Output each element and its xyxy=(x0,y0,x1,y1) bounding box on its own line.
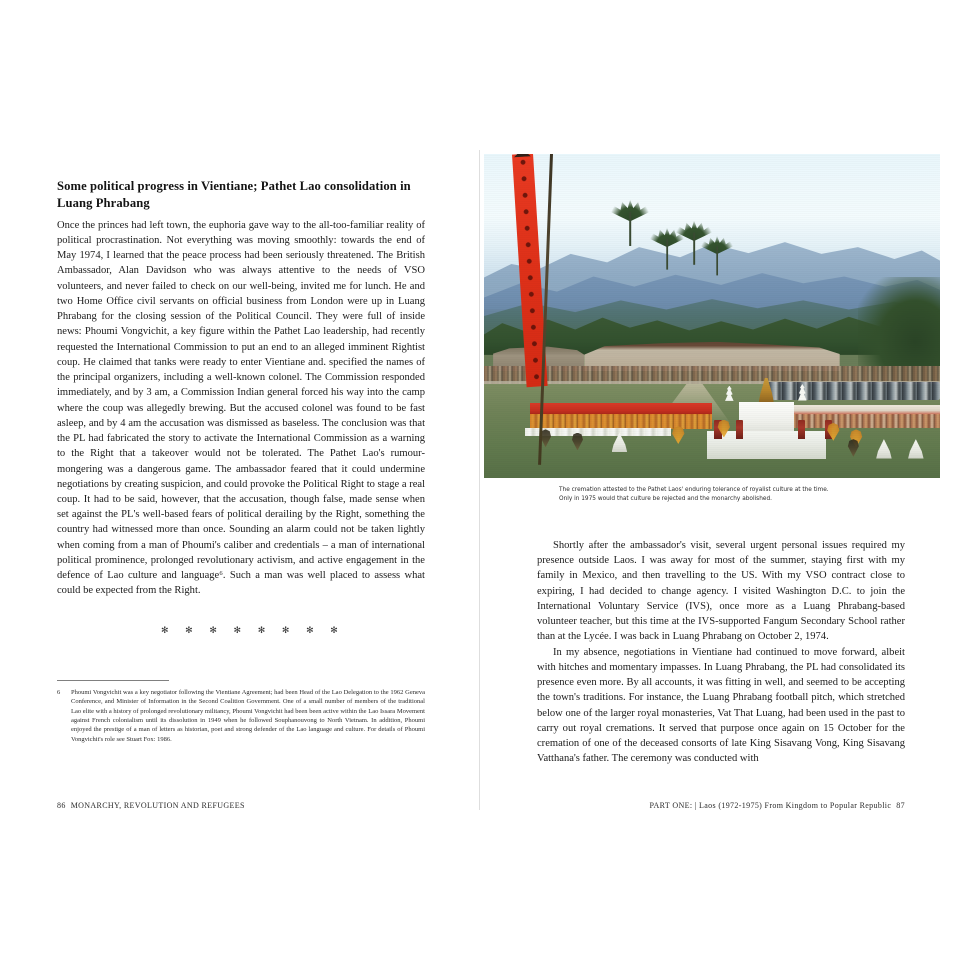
footnote-block xyxy=(57,680,425,744)
photo-palm-tree-4 xyxy=(697,235,736,274)
page-title: Some political progress in Vientiane; Pathet Lao consolidation in Luang Phrabang xyxy=(57,179,411,210)
footnote-text: Phoumi Vongvichit was a key negotiator following the Vientiane Agreement; had been Head of the Lao Delegation to the 1962 Geneva Conference, and Minister of Information in the Second Coalition Government. One of a small number of members of the traditional Lao elite with a history of prolonged revolutionary militancy, Phoumi Vongvichit had been been active within the Lao Issara Movement against French colonialism until its dissolution in 1949 when he followed Souphanouvong to North Vietnam. In addition, Phoumi enjoyed the prestige of a man of letters as historian, poet and strong defender of the Lao language and culture. For details of Phoumi Vongvichit's role see Stuart Fox: 1986. xyxy=(71,689,425,743)
palm-trunk xyxy=(629,212,631,246)
photo-caption-line-1: The cremation attested to the Pathet Laos' enduring tolerance of royalist culture at the time. xyxy=(559,487,829,493)
section-break-ornament: ✻ ✻ ✻ ✻ ✻ ✻ ✻ ✻ xyxy=(160,624,346,635)
left-page-number: 86 xyxy=(57,801,66,810)
left-running-head: MONARCHY, REVOLUTION AND REFUGEES xyxy=(70,801,245,810)
palm-trunk xyxy=(693,232,695,264)
cremation-photograph xyxy=(484,154,940,478)
right-page xyxy=(537,150,905,810)
right-page-number: 87 xyxy=(896,801,905,810)
left-page xyxy=(57,150,425,810)
right-body-column xyxy=(537,538,905,767)
palm-trunk xyxy=(716,246,717,275)
photo-red-pillar-3 xyxy=(798,420,805,439)
right-page-folio xyxy=(649,801,905,810)
footnote-divider xyxy=(57,680,169,681)
palm-trunk xyxy=(666,239,667,270)
right-running-head: PART ONE: | Laos (1972-1975) From Kingdom to Popular Republic xyxy=(649,801,892,810)
right-body-paragraph-2: In my absence, negotiations in Vientiane had continued to move forward, albeit with hitches and momentary impasses. In Luang Phrabang, the PL had consolidated its presence even more. By all accounts, it was fitting in well, and seemed to be accepting the town's traditions. For instance, the Luang Phrabang football pitch, which stretched below one of the larger royal monasteries, Vat That Luang, had been used in the past to carry out royal cremations. It served that purpose once again on 15 October for the cremation of one of the deceased consorts of late King Sisavang Vong, King Sisavang Vatthana's father. The ceremony was conducted with xyxy=(537,646,905,765)
photo-monks-seated-left xyxy=(530,414,712,429)
photo-caption-line-2: Only in 1975 would that culture be rejected and the monarchy abolished. xyxy=(559,496,772,503)
photo-red-pillar-2 xyxy=(736,420,743,439)
footnote-row xyxy=(57,688,425,744)
right-body-paragraph-1: Shortly after the ambassador's visit, several urgent personal issues required my presence outside Laos. I was away for most of the summer, staying first with my family in Mexico, and then travelling to the US. With my VSO contract close to expiring, I had decided to change agency. I visited Washington D.C. to join the International Voluntary Service (IVS), once more as a Luang Phrabang-based volunteer teacher, but this time at the IVS-supported Fangum Secondary School rather than at the Lycée. I was back in Luang Phrabang on October 2, 1974. xyxy=(537,540,905,643)
page-gutter xyxy=(479,150,480,810)
left-body-paragraph-1: Once the princes had left town, the euphoria gave way to the all-too-familiar reality of political procrastination. Not everything was moving smoothly: towards the end of May 1974, I learned that the peace process had been seriously threatened. The British Ambassador, Alan Davidson who was always attentive to the needs of VSO volunteers, and never failed to check on our well-being, invited me for lunch. He and two Home Office civil servants on official business from London were up in Luang Phrabang for the closing session of the Political Council. They were full of inside news: Phoumi Vongvichit, a key figure within the Pathet Lao leadership, had recently requested the International Commission to put an end to an alleged imminent Rightist coup. He claimed that tanks were ready to enter Vientiane and. specified the names of the principal organizers, including a well-known colonel. The Commission responded immediately, and by 3 am, a Commission Indian general forced his way into the camp where the coup was allegedly brewing. But the accused colonel was found to be fast asleep, and by 4 am the accusation was dismissed as baseless. The conclusion was that the PL had fabricated the story to activate the International Commission as a warning to the Right that a takeover would not be tolerated. The Pathet Lao's rumour-mongering was a dangerous game. The ambassador feared that it could undermine negotiations by creating suspicion, and could provoke the Political Right to stage a real coup. It had to be said, however, that the accusation, though false, made sense when set against the PL's well-based fears of political derailing by the Right, something the country had witnessed more than once. Sounding an alarm could not be taken lightly when coming from a man of Phoumi's caliber and credentials – a man of international political prominence, prolonged revolutionary activism, and active engagement in the defence of Lao culture and language⁶. Such a man was well placed to assess what could be expected from the Right. xyxy=(57,219,425,597)
footnote-number: 6 xyxy=(57,689,61,696)
photo-parked-cars xyxy=(767,382,940,400)
photo-funeral-pyre xyxy=(739,402,794,434)
left-page-folio xyxy=(57,801,245,810)
photo-caption xyxy=(559,486,899,505)
